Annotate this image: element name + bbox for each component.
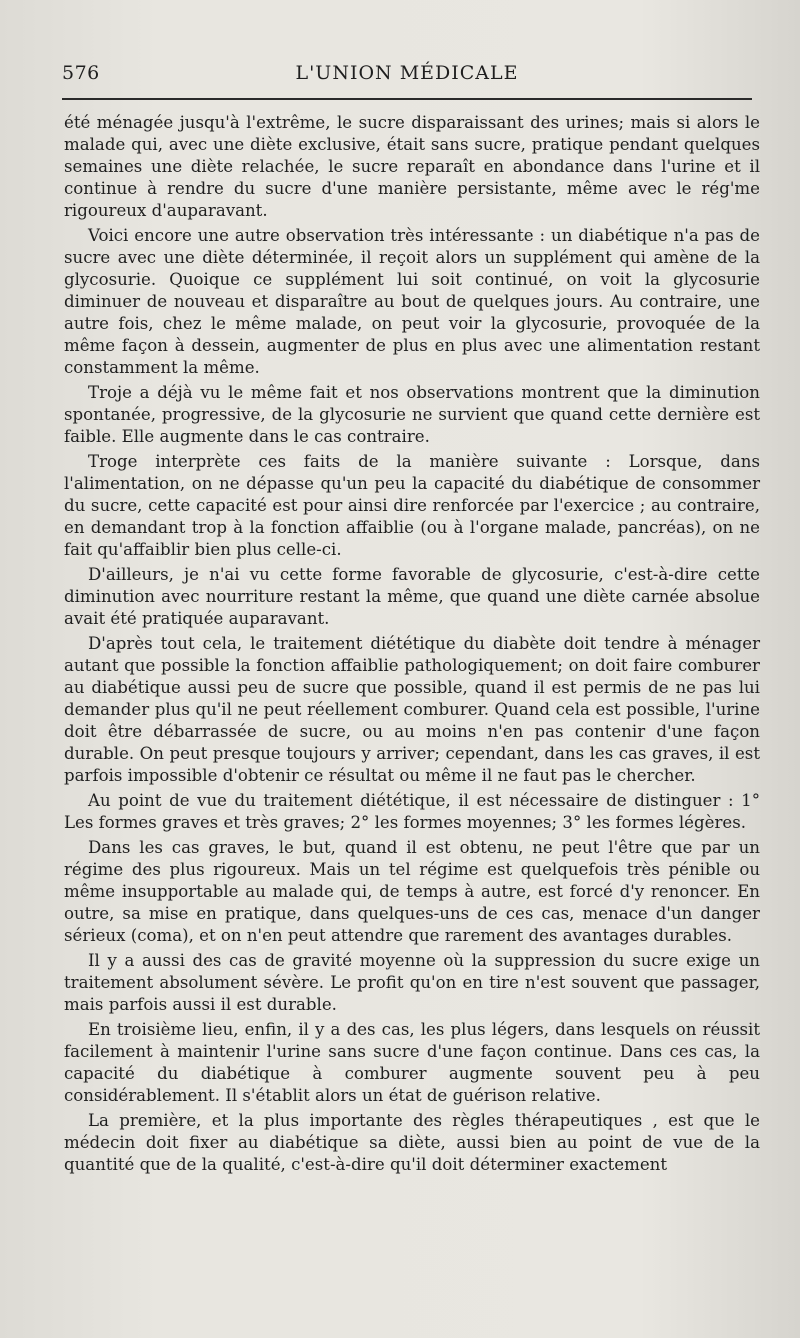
paragraph: Troje a déjà vu le même fait et nos observations montrent que la diminution spontanée, progressive, de la glycosurie ne survient que quand cette dernière est faible. Elle augmente dans le cas contraire. [64, 383, 760, 446]
paragraph: Au point de vue du traitement diététique, il est nécessaire de distinguer : 1° Les formes graves et très graves; 2° les formes moyennes; 3° les formes légères. [64, 791, 760, 832]
page-number: 576 [62, 62, 100, 84]
paragraph: Dans les cas graves, le but, quand il est obtenu, ne peut l'être que par un régime des plus rigoureux. Mais un tel régime est quelquefois très pénible ou même insupportable au malade qui, de temps à autre, est forcé d'y renoncer. En outre, sa mise en pratique, dans quelques-uns de ces cas, menace d'un danger sérieux (coma), et on n'en peut attendre que rarement des avantages durables. [64, 838, 760, 945]
paragraph: En troisième lieu, enfin, il y a des cas, les plus légers, dans lesquels on réussit facilement à maintenir l'urine sans sucre d'une façon continue. Dans ces cas, la capacité du diabétique à comburer augmente souvent peu à peu considérablement. Il s'établit alors un état de guérison relative. [64, 1020, 760, 1105]
paragraph: D'après tout cela, le traitement diététique du diabète doit tendre à ménager autant que possible la fonction affaiblie pathologiquement; on doit faire comburer au diabétique aussi peu de sucre que possible, quand il est permis de ne pas lui demander plus qu'il ne peut réellement comburer. Quand cela est possible, l'urine doit être débarrassée de sucre, ou au moins n'en pas contenir d'une façon durable. On peut presque toujours y arriver; cependant, dans les cas graves, il est parfois impossible d'obtenir ce résultat ou même il ne faut pas le chercher. [64, 634, 760, 785]
header-rule [62, 98, 752, 100]
page-header [62, 62, 752, 88]
body-text [64, 112, 760, 1179]
paragraph: Voici encore une autre observation très intéressante : un diabétique n'a pas de sucre avec une diète déterminée, il reçoit alors un supplément qui amène de la glycosurie. Quoique ce supplément lui soit continué, on voit la glycosurie diminuer de nouveau et disparaître au bout de quelques jours. Au contraire, une autre fois, chez le même malade, on peut voir la glycosurie, provoquée de la même façon à dessein, augmenter de plus en plus avec une alimentation restant constamment la même. [64, 226, 760, 377]
paragraph: Troge interprète ces faits de la manière suivante : Lorsque, dans l'alimentation, on ne dépasse qu'un peu la capacité du diabétique de consommer du sucre, cette capacité est pour ainsi dire renforcée par l'exercice ; au contraire, en demandant trop à la fonction affaiblie (ou à l'organe malade, pancréas), on ne fait qu'affaiblir bien plus celle-ci. [64, 452, 760, 559]
running-title: L'UNION MÉDICALE [295, 62, 519, 84]
paragraph: Il y a aussi des cas de gravité moyenne où la suppression du sucre exige un traitement absolument sévère. Le profit qu'on en tire n'est souvent que passager, mais parfois aussi il est durable. [64, 951, 760, 1014]
paragraph: été ménagée jusqu'à l'extrême, le sucre disparaissant des urines; mais si alors le malade qui, avec une diète exclusive, était sans sucre, pratique pendant quelques semaines une diète relachée, le sucre reparaît en abondance dans l'urine et il continue à rendre du sucre d'une manière persistante, même avec le rég'me rigoureux d'auparavant. [64, 113, 760, 220]
paragraph: La première, et la plus importante des règles thérapeutiques , est que le médecin doit fixer au diabétique sa diète, aussi bien au point de vue de la quantité que de la qualité, c'est-à-dire qu'il doit déterminer exactement [64, 1111, 760, 1174]
paragraph: D'ailleurs, je n'ai vu cette forme favorable de glycosurie, c'est-à-dire cette diminution avec nourriture restant la même, que quand une diète carnée absolue avait été pratiquée auparavant. [64, 565, 760, 628]
